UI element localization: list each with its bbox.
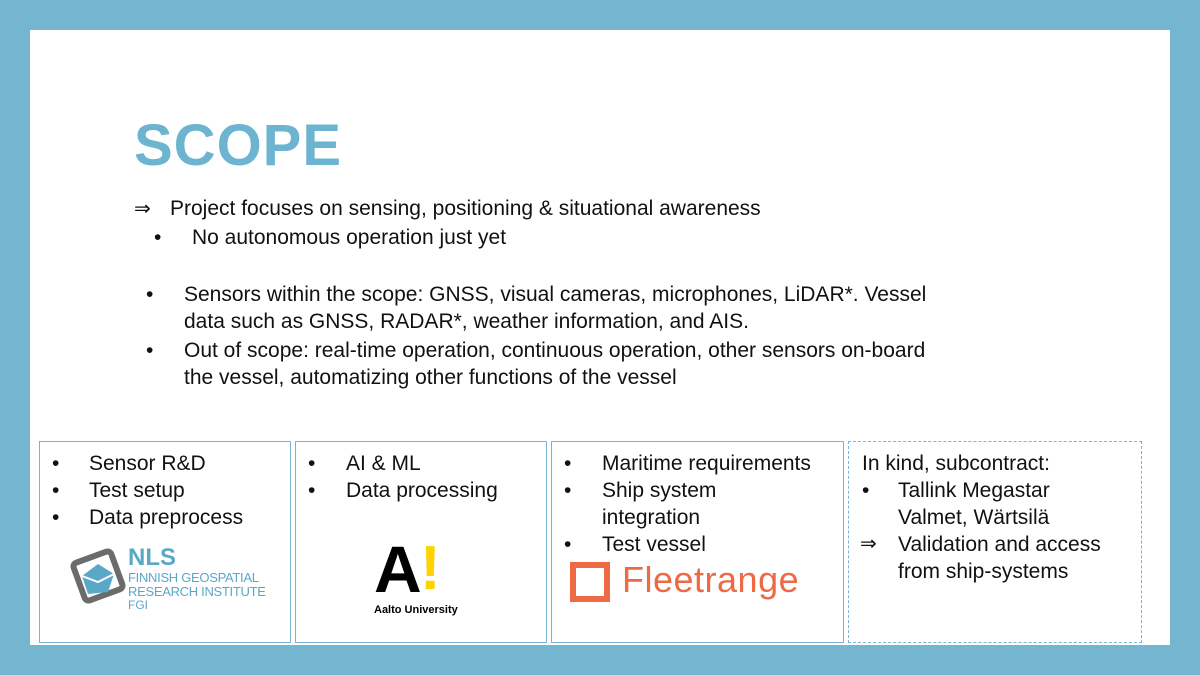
nls-line2: RESEARCH INSTITUTE xyxy=(128,584,266,599)
box-in-kind-item: from ship-systems xyxy=(898,560,1069,583)
bullet-sensors-line1: Sensors within the scope: GNSS, visual cameras, microphones, LiDAR*. Vessel xyxy=(184,283,927,306)
bullet-icon: • xyxy=(52,506,60,529)
box-in-kind-item: Valmet, Wärtsilä xyxy=(898,506,1050,529)
implies-arrow-icon: ⇒ xyxy=(860,533,877,555)
box-in-kind-heading: In kind, subcontract: xyxy=(862,452,1050,475)
bullet-icon: • xyxy=(146,283,154,306)
box-fleetrange-item: Test vessel xyxy=(602,533,706,556)
bullet-icon: • xyxy=(564,452,572,475)
bullet-sensors-line2: data such as GNSS, RADAR*, weather information, and AIS. xyxy=(184,310,749,333)
fleetrange-square-icon xyxy=(570,562,610,602)
box-fgi-item: Sensor R&D xyxy=(89,452,206,475)
sub-bullet-text: No autonomous operation just yet xyxy=(192,226,507,249)
box-aalto-item: Data processing xyxy=(346,479,498,502)
box-aalto xyxy=(295,441,547,643)
bullet-out-of-scope-line1: Out of scope: real-time operation, continuous operation, other sensors on-board xyxy=(184,339,926,362)
box-fleetrange-item: Ship system xyxy=(602,479,717,502)
bullet-icon: • xyxy=(862,479,870,502)
nls-abbr: NLS xyxy=(128,544,176,571)
box-fgi xyxy=(39,441,291,643)
bullet-icon: • xyxy=(52,479,60,502)
nls-emblem-icon xyxy=(68,546,130,616)
implies-arrow-icon: ⇒ xyxy=(134,198,151,220)
sub-bullet xyxy=(154,224,506,251)
aalto-exclamation: ! xyxy=(420,534,441,603)
box-in-kind-item: Tallink Megastar xyxy=(898,479,1050,502)
lead-text: Project focuses on sensing, positioning & situational awareness xyxy=(170,197,761,220)
aalto-logo xyxy=(374,532,474,622)
box-in-kind-item: Validation and access xyxy=(898,533,1101,556)
aalto-caption: Aalto University xyxy=(374,604,458,616)
fleetrange-logo xyxy=(570,560,830,604)
box-fgi-item: Test setup xyxy=(89,479,185,502)
box-fleetrange-item: integration xyxy=(602,506,701,529)
slide xyxy=(30,30,1170,645)
bullet-icon: • xyxy=(564,479,572,502)
lead-line xyxy=(134,195,761,223)
box-fleetrange xyxy=(551,441,844,643)
bullet-out-of-scope xyxy=(146,337,925,364)
bullet-icon: • xyxy=(146,339,154,362)
bullet-icon: • xyxy=(308,452,316,475)
nls-fgi-logo xyxy=(68,546,278,618)
bullet-sensors xyxy=(146,281,926,308)
nls-line1: FINNISH GEOSPATIAL xyxy=(128,570,259,585)
fleetrange-wordmark: Fleetrange xyxy=(622,559,800,600)
box-fleetrange-item: Maritime requirements xyxy=(602,452,811,475)
bullet-icon: • xyxy=(308,479,316,502)
bullet-icon: • xyxy=(564,533,572,556)
box-fgi-item: Data preprocess xyxy=(89,506,244,529)
bullet-out-of-scope-line2: the vessel, automatizing other functions of the vessel xyxy=(184,366,677,389)
bullet-icon: • xyxy=(154,226,162,249)
box-in-kind xyxy=(848,441,1142,643)
slide-title: SCOPE xyxy=(134,113,343,178)
box-aalto-item: AI & ML xyxy=(346,452,421,475)
aalto-mark: A xyxy=(374,532,422,606)
nls-line3: FGI xyxy=(128,598,148,612)
bullet-icon: • xyxy=(52,452,60,475)
